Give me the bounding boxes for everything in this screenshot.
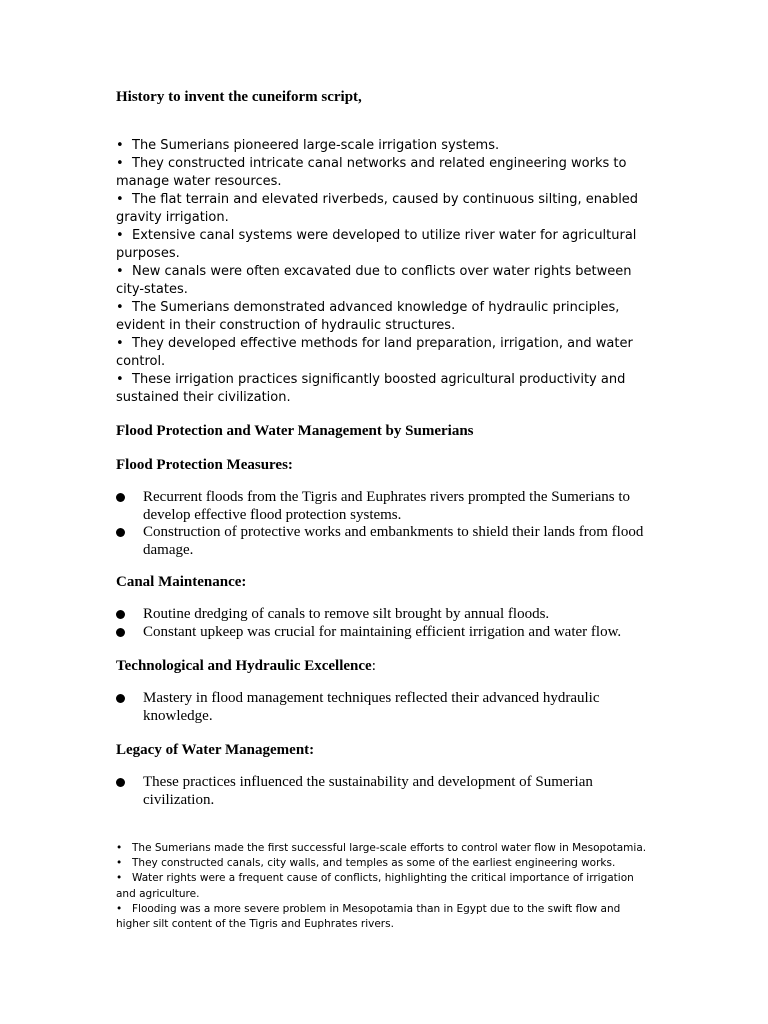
bullet-icon: • — [116, 138, 124, 153]
bullet-icon: • — [116, 264, 124, 279]
bullet-icon: • — [116, 872, 123, 885]
list-item: Mastery in flood management techniques reflected their advanced hydraulic knowledge. — [116, 690, 656, 725]
bullet-icon: • — [116, 902, 123, 915]
technological-heading: Technological and Hydraulic Excellence: — [116, 658, 376, 674]
list-item: • The Sumerians demonstrated advanced knowledge of hydraulic principles, evident in their construction of hydraulic structures. — [116, 300, 620, 333]
flood-protection-list — [116, 489, 656, 559]
list-item: Recurrent floods from the Tigris and Euphrates rivers prompted the Sumerians to develop effective flood protection systems. — [116, 489, 656, 524]
list-item: • The flat terrain and elevated riverbeds, caused by continuous silting, enabled gravity irrigation. — [116, 192, 639, 225]
list-item: • These irrigation practices significantly boosted agricultural productivity and sustained their civilization. — [116, 372, 626, 405]
bullet-icon: • — [116, 336, 124, 351]
canal-maintenance-list — [116, 606, 656, 641]
bullet-icon: • — [116, 192, 124, 207]
section-title: Flood Protection and Water Management by Sumerians — [116, 423, 474, 439]
list-item: • New canals were often excavated due to conflicts over water rights between city-states. — [116, 264, 632, 297]
bullet-icon — [116, 628, 125, 637]
bullet-icon: • — [116, 372, 124, 387]
bullet-icon: • — [116, 156, 124, 171]
document-title: History to invent the cuneiform script, — [116, 89, 362, 105]
legacy-list — [116, 774, 656, 809]
intro-bullet-list — [116, 137, 656, 407]
bullet-icon — [116, 778, 125, 787]
list-item: Constant upkeep was crucial for maintaining efficient irrigation and water flow. — [116, 624, 656, 642]
list-item: Routine dredging of canals to remove silt brought by annual floods. — [116, 606, 656, 624]
bullet-icon — [116, 610, 125, 619]
list-item: • They constructed canals, city walls, and temples as some of the earliest engineering works. — [116, 856, 656, 871]
list-item: • The Sumerians made the first successful large-scale efforts to control water flow in Mesopotamia. — [116, 841, 656, 856]
bullet-icon — [116, 493, 125, 502]
legacy-heading: Legacy of Water Management: — [116, 742, 315, 758]
list-item: • They constructed intricate canal networks and related engineering works to manage water resources. — [116, 156, 627, 189]
list-item: • The Sumerians pioneered large-scale irrigation systems. — [116, 138, 500, 153]
canal-maintenance-heading: Canal Maintenance: — [116, 574, 247, 590]
bullet-icon: • — [116, 300, 124, 315]
bullet-icon — [116, 694, 125, 703]
list-item: • Water rights were a frequent cause of conflicts, highlighting the critical importance of irrigation and agriculture. — [116, 872, 634, 900]
list-item: Construction of protective works and embankments to shield their lands from flood damage. — [116, 524, 656, 559]
flood-protection-heading: Flood Protection Measures: — [116, 457, 293, 473]
list-item: These practices influenced the sustainability and development of Sumerian civilization. — [116, 774, 656, 809]
bullet-icon: • — [116, 842, 123, 854]
list-item: • They developed effective methods for land preparation, irrigation, and water control. — [116, 336, 633, 369]
technological-list — [116, 690, 656, 725]
bullet-icon: • — [116, 228, 124, 243]
footnote-bullet-list — [116, 841, 656, 932]
bullet-icon — [116, 528, 125, 537]
list-item: • Flooding was a more severe problem in Mesopotamia than in Egypt due to the swift flow and higher silt content of the Tigris and Euphrates rivers. — [116, 902, 621, 931]
bullet-icon: • — [116, 857, 123, 870]
list-item: • Extensive canal systems were developed to utilize river water for agricultural purposes. — [116, 228, 637, 261]
